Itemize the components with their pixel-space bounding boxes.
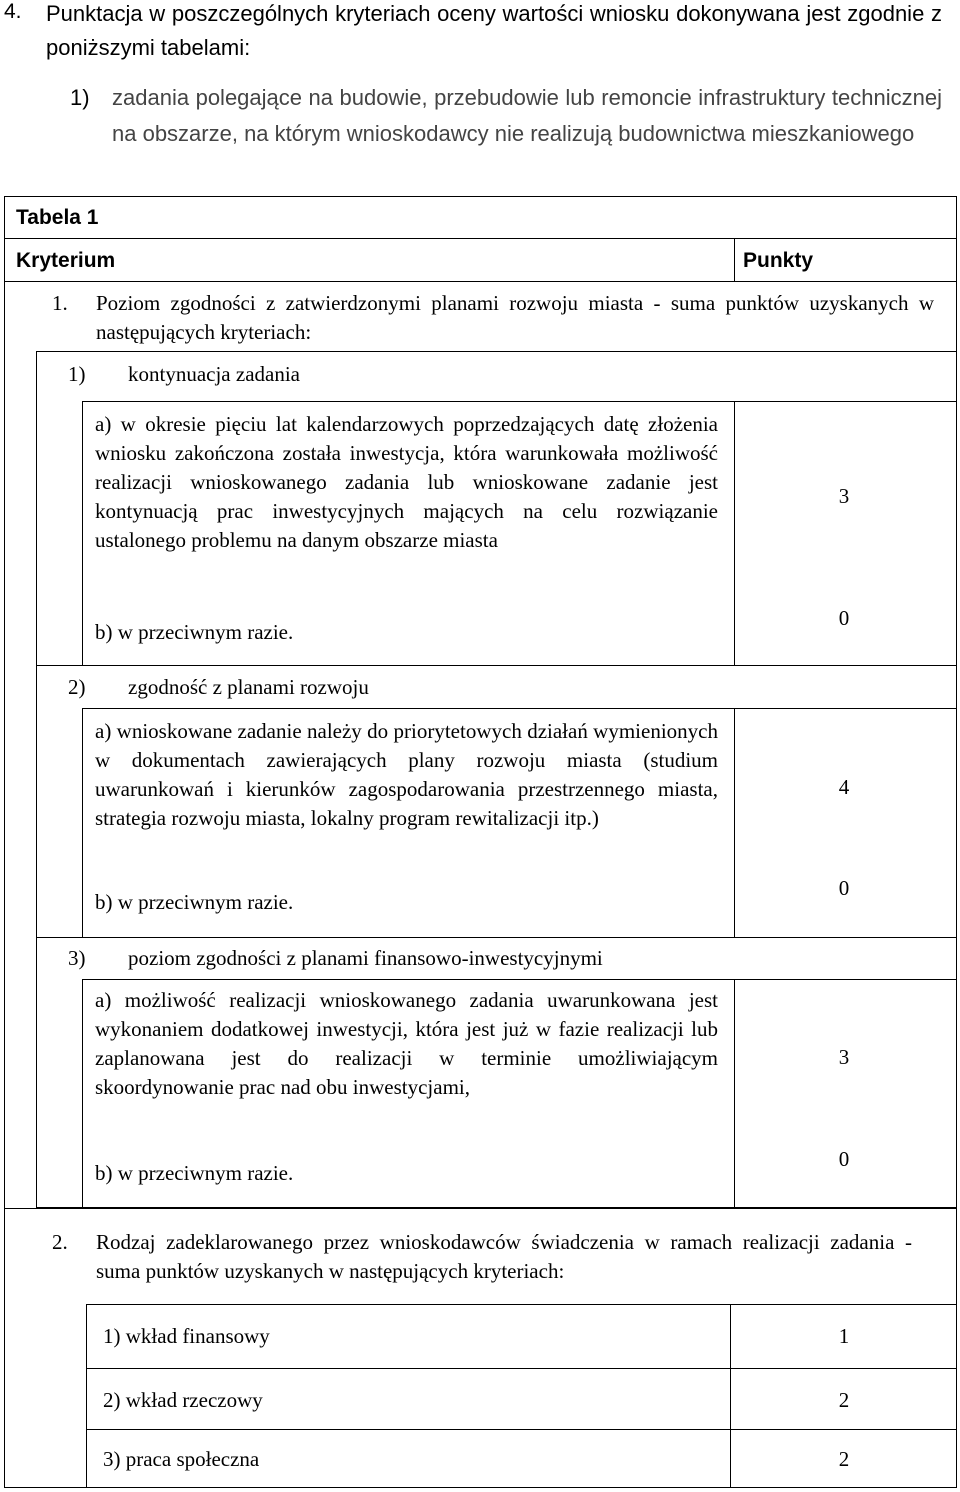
group-1-bottom bbox=[36, 665, 957, 666]
group-2-top-right bbox=[734, 708, 957, 709]
group-1-points-a: 3 bbox=[838, 484, 850, 508]
group-2-number: 2) bbox=[68, 675, 86, 699]
section-number: 4. bbox=[4, 0, 22, 23]
criterion-2-number: 2. bbox=[52, 1230, 68, 1254]
group-2-option-a: a) wnioskowane zadanie należy do priorytetowych działań wymienionych w dokumentach zawierających plany rozwoju miasta (studium uwarunkowań i kierunków zagospodarowania przestrzennego miasta, strategia rozwoju miasta, lokalny program rewitalizacji itp.) bbox=[95, 719, 718, 830]
criterion-2-item-1: 1) wkład finansowy bbox=[103, 1324, 270, 1348]
criterion-2-points-3: 2 bbox=[838, 1447, 850, 1471]
table-divider-caption bbox=[4, 238, 957, 239]
criterion-1-bottom bbox=[4, 1208, 957, 1209]
group-3-points-a: 3 bbox=[838, 1045, 850, 1069]
group-2-title: zgodność z planami rozwoju bbox=[128, 675, 369, 699]
criterion-2-item-3: 3) praca społeczna bbox=[103, 1447, 260, 1471]
group-1-title: kontynuacja zadania bbox=[128, 362, 300, 386]
group-2-bottom bbox=[36, 937, 957, 938]
criterion-2-row-divider-2 bbox=[86, 1429, 957, 1430]
table-divider-header bbox=[4, 281, 957, 282]
section-heading: Punktacja w poszczególnych kryteriach oceny wartości wniosku dokonywana jest zgodnie z poniższymi tabelami: bbox=[46, 1, 942, 60]
criterion-2-item-2: 2) wkład rzeczowy bbox=[103, 1388, 263, 1412]
group-3-top-right bbox=[734, 979, 957, 980]
criterion-1-number: 1. bbox=[52, 291, 68, 315]
criterion-1-subtable-left bbox=[36, 351, 37, 1208]
group-1-option-a: a) w okresie pięciu lat kalendarzowych poprzedzających datę złożenia wniosku zakończona została inwestycja, która warunkowała możliwość realizacji wnioskowanego zadania lub wnioskowane zadanie jest kontynuacją prac inwestycyjnych mających na celu rozwiązanie ustalonego problemu na danym obszarze miasta bbox=[95, 412, 718, 552]
criterion-2-points-1: 1 bbox=[838, 1324, 850, 1348]
criterion-2-row-divider-1 bbox=[86, 1368, 957, 1369]
criterion-2-text: Rodzaj zadeklarowanego przez wnioskodawców świadczenia w ramach realizacji zadania - suma punktów uzyskanych w następujących kryteriach: bbox=[96, 1230, 912, 1283]
group-1-points-b: 0 bbox=[838, 606, 850, 630]
group-3-title: poziom zgodności z planami finansowo-inwestycyjnymi bbox=[128, 946, 603, 970]
table-caption: Tabela 1 bbox=[16, 206, 99, 229]
criterion-2-points-2: 2 bbox=[838, 1388, 850, 1412]
column-header-punkty: Punkty bbox=[743, 249, 814, 272]
criterion-1-text: Poziom zgodności z zatwierdzonymi planami rozwoju miasta - suma punktów uzyskanych w następujących kryteriach: bbox=[96, 291, 934, 344]
group-3-option-a: a) możliwość realizacji wnioskowanego zadania uwarunkowana jest wykonaniem dodatkowej inwestycji, która jest już w fazie realizacji lub zaplanowana jest do realizacji w terminie umożliwiającym skoordynowanie prac nad obu inwestycjami, bbox=[95, 988, 718, 1099]
group-2-option-b: b) w przeciwnym razie. bbox=[95, 890, 294, 914]
subsection-text: zadania polegające na budowie, przebudowie lub remoncie infrastruktury technicznej na obszarze, na którym wnioskodawcy nie realizują budownictwa mieszkaniowego bbox=[112, 85, 942, 146]
group-2-points-a: 4 bbox=[838, 775, 850, 799]
group-3-number: 3) bbox=[68, 946, 86, 970]
column-header-kryterium: Kryterium bbox=[16, 249, 116, 272]
table-divider-header-col bbox=[734, 238, 735, 282]
group-1-option-b: b) w przeciwnym razie. bbox=[95, 620, 294, 644]
group-1-number: 1) bbox=[68, 362, 86, 386]
subsection-number: 1) bbox=[70, 85, 90, 110]
group-1-top-right bbox=[734, 401, 957, 402]
criterion-2-points-divider bbox=[730, 1304, 731, 1488]
group-2-points-b: 0 bbox=[838, 876, 850, 900]
group-3-option-b: b) w przeciwnym razie. bbox=[95, 1161, 294, 1185]
group-3-points-b: 0 bbox=[838, 1147, 850, 1171]
